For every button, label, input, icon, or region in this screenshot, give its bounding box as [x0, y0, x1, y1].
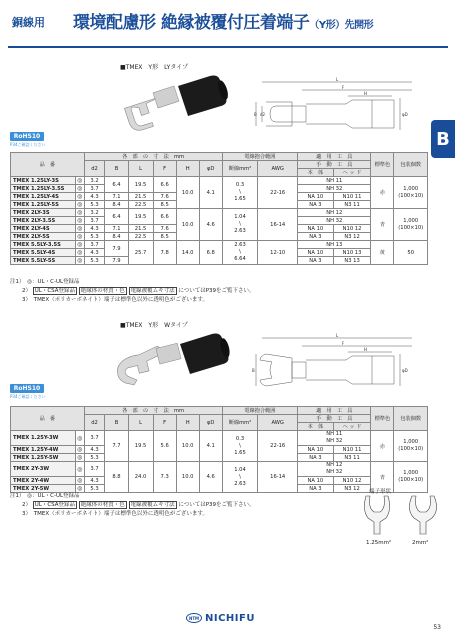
cell-b: 8.4 — [105, 201, 128, 209]
cell-f: 6.6 — [153, 177, 176, 193]
cell-area — [222, 462, 258, 493]
cell-tool: NH 32 — [298, 185, 371, 193]
cell-awg: 16-14 — [258, 209, 298, 241]
note-2 — [10, 501, 255, 510]
cell-tool — [298, 431, 371, 446]
cell-d2: 3.2 — [84, 209, 105, 217]
th-b: B — [105, 161, 128, 177]
cell-color: 赤 — [371, 177, 394, 209]
cell-tool: NH 13 — [298, 241, 371, 249]
cell-h: 10.0 — [176, 177, 199, 209]
logo-badge: NTM — [186, 613, 202, 623]
note-2-text: についてはP39をご覧下さい。 — [178, 288, 255, 294]
area-min: 0.3 — [235, 435, 245, 442]
th-pack: 包装個数 — [394, 153, 428, 177]
rohs-note-1[interactable]: P34ご確認ください — [10, 142, 46, 147]
ul-mark: ◎ — [77, 233, 83, 240]
note-1: 注1） ◎：UL・C-UL登録品 — [10, 279, 80, 285]
tool-b: NH 32 — [326, 469, 343, 475]
area-max: 1.65 — [234, 449, 246, 456]
cell-l: 21.5 — [128, 225, 153, 233]
part-number: TMEX 2LY-3S — [11, 209, 76, 217]
th-part: 品 番 — [11, 153, 85, 177]
th-area: 断線mm² — [222, 415, 258, 431]
cell-tool-head: N3 13 — [333, 257, 371, 265]
table-row — [11, 462, 428, 477]
th-phid: φD — [199, 415, 222, 431]
cell-h: 14.0 — [176, 241, 199, 265]
cell-f: 5.6 — [153, 431, 176, 462]
ul-mark: ◎ — [77, 193, 83, 200]
rohs-badge-2: RoHS10 — [10, 384, 44, 393]
cell-tool-body: NA 3 — [298, 257, 334, 265]
area-sep: \ — [239, 249, 241, 255]
area-sep: \ — [239, 221, 241, 227]
header-rule — [8, 46, 448, 48]
section-tab[interactable]: B — [431, 120, 455, 158]
cell-d2: 3.2 — [84, 177, 105, 185]
part-number: TMEX 1.25LY-4S — [11, 193, 76, 201]
cell-awg: 22-16 — [258, 177, 298, 209]
cell-d2: 4.3 — [84, 446, 105, 454]
area-min: 1.04 — [234, 466, 246, 473]
cell-l: 19.5 — [128, 209, 153, 225]
ul-mark: ◎ — [77, 446, 83, 453]
th-tool-body: 本 体 — [298, 423, 334, 431]
th-tool-manual: 手 動 工 具 — [298, 161, 371, 169]
spec-table-ly — [10, 152, 428, 265]
cell-tool-head: N3 11 — [333, 201, 371, 209]
cell-f: 7.6 — [153, 193, 176, 201]
th-tool: 適 用 工 具 — [298, 407, 371, 415]
note-3: 3） TMEX（ポリカーボネイト）端子は標準色以外に透明色がございます。 — [22, 297, 208, 303]
area-sep: \ — [239, 473, 241, 480]
cell-color: 赤 — [371, 431, 394, 462]
cell-b: 7.1 — [105, 225, 128, 233]
terminal-photo-w — [112, 326, 242, 406]
part-number: TMEX 5.5LY-3.5S — [11, 241, 76, 249]
cell-tool-body: NA 10 — [298, 225, 334, 233]
ul-mark: ◎ — [77, 217, 83, 224]
note-strip-link[interactable]: 電線被覆ムキ寸法 — [130, 502, 175, 508]
cell-l: 22.5 — [128, 233, 153, 241]
pack-detail: (100×10) — [398, 224, 424, 231]
th-tool-head: ヘ ッ ド — [333, 423, 371, 431]
cell-tool-body: NA 3 — [298, 485, 334, 493]
part-number: TMEX 2LY-4S — [11, 225, 76, 233]
cell-d2: 5.3 — [84, 233, 105, 241]
th-dims: 各 部 の 寸 法 mm — [84, 407, 222, 415]
cell-area — [222, 177, 258, 209]
svg-text:F: F — [342, 341, 345, 346]
ul-mark: ◎ — [75, 462, 84, 477]
note-2 — [10, 287, 255, 296]
cell-b: 6.4 — [105, 209, 128, 225]
th-dims: 各 部 の 寸 法 mm — [84, 153, 222, 161]
cell-f: 7.6 — [153, 225, 176, 233]
shape-label-2: 2mm² — [412, 540, 429, 546]
th-h: H — [176, 415, 199, 431]
cell-f: 7.3 — [153, 462, 176, 493]
area-max: 1.65 — [234, 196, 246, 202]
area-max: 6.64 — [234, 256, 246, 262]
part-number: TMEX 1.25LY-3.5S — [11, 185, 76, 193]
cell-f: 8.5 — [153, 233, 176, 241]
cell-tool-body: NA 10 — [298, 477, 334, 485]
th-std-color: 標準色 — [371, 407, 394, 431]
cell-f: 8.5 — [153, 201, 176, 209]
cell-area — [222, 209, 258, 241]
note-3: 3） TMEX（ポリカーボネイト）端子は標準色以外に透明色がございます。 — [22, 511, 208, 517]
svg-text:φD: φD — [402, 112, 408, 117]
part-number: TMEX 2Y-5W — [11, 485, 76, 493]
svg-text:φD: φD — [402, 368, 408, 373]
pack-detail: (100×10) — [398, 477, 424, 483]
cell-pack — [394, 177, 428, 209]
th-d2: d2 — [84, 415, 105, 431]
note-2-text: についてはP39をご覧下さい。 — [178, 502, 255, 508]
cell-d2: 5.3 — [84, 485, 105, 493]
table-row — [11, 177, 428, 185]
th-awg: AWG — [258, 161, 298, 177]
ul-mark: ◎ — [77, 249, 83, 256]
svg-text:B: B — [254, 112, 257, 117]
th-tool-head: ヘ ッ ド — [333, 169, 371, 177]
area-max: 2.63 — [234, 228, 246, 234]
cell-tool-body: NA 3 — [298, 233, 334, 241]
cell-phid: 4.6 — [199, 462, 222, 493]
svg-text:H: H — [364, 91, 368, 96]
table-row — [11, 241, 428, 249]
cell-d2: 4.3 — [84, 225, 105, 233]
th-wire: 電線抱合範囲 — [222, 407, 297, 415]
th-d2: d2 — [84, 161, 105, 177]
th-tool: 適 用 工 具 — [298, 153, 371, 161]
footer-logo — [186, 611, 270, 625]
cell-b: 7.9 — [105, 257, 128, 265]
note-2-index: 2） — [22, 502, 31, 508]
svg-text:H: H — [364, 347, 368, 352]
cell-color: 黄 — [371, 241, 394, 265]
ul-mark: ◎ — [77, 185, 83, 192]
tool-b: NH 32 — [326, 438, 343, 444]
part-number: TMEX 1.25Y-4W — [11, 446, 76, 454]
part-number: TMEX 1.25Y-3W — [11, 431, 76, 446]
cell-tool: NH 11 — [298, 177, 371, 185]
cell-d2: 4.3 — [84, 249, 105, 257]
pack-qty: 1,000 — [403, 439, 419, 445]
cell-l: 21.5 — [128, 193, 153, 201]
part-number: TMEX 2Y-4W — [11, 477, 76, 485]
page-header — [0, 0, 455, 52]
page-title — [73, 8, 373, 33]
cell-tool-head: N3 12 — [333, 485, 371, 493]
th-l: L — [128, 161, 153, 177]
figure1-label: ■TMEX Y形 LYタイプ — [120, 64, 188, 71]
ul-mark: ◎ — [77, 225, 83, 232]
note-material-link[interactable]: 絶縁体の材質・色 — [80, 288, 125, 294]
part-number: TMEX 1.25LY-3S — [11, 177, 76, 185]
cell-b: 8.4 — [105, 233, 128, 241]
title-suffix: （Y形）先開形 — [309, 20, 374, 31]
cell-phid: 4.1 — [199, 431, 222, 462]
cell-l: 19.5 — [128, 177, 153, 193]
note-strip-link[interactable]: 電線被覆ムキ寸法 — [130, 288, 175, 294]
cell-b: 7.1 — [105, 193, 128, 201]
cell-tool-head: N3 11 — [333, 454, 371, 462]
svg-text:F: F — [342, 85, 345, 90]
cell-b: 7.7 — [105, 431, 128, 462]
notes-block-2 — [10, 492, 255, 519]
cell-d2: 5.3 — [84, 454, 105, 462]
dimension-drawing-ly — [252, 76, 418, 156]
cell-tool-head: N10 11 — [333, 193, 371, 201]
cell-tool — [298, 462, 371, 477]
cell-area — [222, 241, 258, 265]
cell-h: 10.0 — [176, 209, 199, 241]
cell-pack — [394, 462, 428, 493]
ul-mark: ◎ — [77, 485, 83, 492]
cell-d2: 5.3 — [84, 257, 105, 265]
cell-phid: 4.6 — [199, 209, 222, 241]
part-number: TMEX 1.25Y-5W — [11, 454, 76, 462]
part-number: TMEX 2LY-3.5S — [11, 217, 76, 225]
cell-tool-body: NA 3 — [298, 201, 334, 209]
cell-tool: NH 32 — [298, 217, 371, 225]
area-min: 1.04 — [234, 214, 246, 220]
cell-area — [222, 431, 258, 462]
th-phid: φD — [199, 161, 222, 177]
cell-pack: 50 — [394, 241, 428, 265]
category-label: 銅線用 — [12, 16, 45, 29]
pack-qty: 1,000 — [403, 470, 419, 476]
cell-b: 7.9 — [105, 241, 128, 257]
cell-awg: 16-14 — [258, 462, 298, 493]
pack-qty: 1,000 — [403, 185, 419, 192]
pack-detail: (100×10) — [398, 446, 424, 452]
part-number: TMEX 2LY-5S — [11, 233, 76, 241]
table-row — [11, 209, 428, 217]
cell-phid: 6.8 — [199, 241, 222, 265]
area-max: 2.63 — [234, 480, 246, 487]
note-1: 注1） ◎：UL・C-UL登録品 — [10, 493, 80, 499]
th-b: B — [105, 415, 128, 431]
svg-text:L: L — [336, 333, 339, 338]
cell-awg: 12-10 — [258, 241, 298, 265]
page-number: 53 — [433, 624, 441, 631]
table-row — [11, 431, 428, 446]
terminal-shape-title: 端子形状 — [369, 489, 392, 495]
spec-table-w — [10, 406, 428, 493]
ul-mark: ◎ — [77, 477, 83, 484]
tool-a: NH 12 — [326, 462, 343, 468]
th-f: F — [153, 161, 176, 177]
cell-d2: 4.3 — [84, 193, 105, 201]
cell-pack — [394, 431, 428, 462]
th-area: 断線mm² — [222, 161, 258, 177]
svg-text:B: B — [252, 368, 255, 373]
cell-phid: 4.1 — [199, 177, 222, 209]
cell-tool-head: N3 12 — [333, 233, 371, 241]
cell-d2: 3.7 — [84, 185, 105, 193]
th-wire: 電線抱合範囲 — [222, 153, 297, 161]
cell-d2: 4.3 — [84, 477, 105, 485]
pack-detail: (100×10) — [398, 192, 424, 199]
cell-tool-head: N10 12 — [333, 477, 371, 485]
part-number: TMEX 1.25LY-5S — [11, 201, 76, 209]
cell-d2: 3.7 — [84, 431, 105, 446]
cell-l: 24.0 — [128, 462, 153, 493]
cell-l: 25.7 — [128, 241, 153, 265]
terminal-photo-ly — [118, 68, 238, 148]
note-material-link[interactable]: 絶縁体の材質・色 — [80, 502, 125, 508]
th-h: H — [176, 161, 199, 177]
ul-mark: ◎ — [75, 431, 84, 446]
pack-qty: 1,000 — [403, 217, 419, 224]
cell-color: 青 — [371, 209, 394, 241]
th-tool-body: 本 体 — [298, 169, 334, 177]
ul-mark: ◎ — [77, 201, 83, 208]
th-tool-manual: 手 動 工 具 — [298, 415, 371, 423]
cell-tool: NH 12 — [298, 209, 371, 217]
note-2-index: 2） — [22, 288, 31, 294]
cell-tool-body: NA 10 — [298, 249, 334, 257]
tool-a: NH 11 — [326, 431, 343, 437]
cell-b: 8.8 — [105, 462, 128, 493]
cell-pack — [394, 209, 428, 241]
part-number: TMEX 5.5LY-5S — [11, 257, 76, 265]
cell-tool-body: NA 10 — [298, 446, 334, 454]
cell-tool-body: NA 10 — [298, 193, 334, 201]
note-ul-csa-link[interactable]: UL・CSA登録品 — [34, 502, 76, 508]
svg-text:d2: d2 — [260, 112, 266, 117]
title-main: 環境配慮形 絶縁被覆付圧着端子 — [73, 13, 310, 33]
figure2-label: ■TMEX Y形 Wタイプ — [120, 322, 188, 329]
cell-d2: 3.7 — [84, 217, 105, 225]
cell-d2: 3.7 — [84, 462, 105, 477]
area-min: 0.3 — [235, 182, 245, 188]
cell-f: 7.8 — [153, 241, 176, 265]
area-sep: \ — [239, 189, 241, 195]
th-std-color: 標準色 — [371, 153, 394, 177]
cell-tool-head: N10 11 — [333, 446, 371, 454]
th-awg: AWG — [258, 415, 298, 431]
cell-f: 6.6 — [153, 209, 176, 225]
cell-h: 10.0 — [176, 431, 199, 462]
logo-text: NICHIFU — [205, 612, 255, 624]
cell-awg: 22-16 — [258, 431, 298, 462]
area-min: 2.63 — [234, 242, 246, 248]
ul-mark: ◎ — [77, 209, 83, 216]
ul-mark: ◎ — [77, 454, 83, 461]
cell-color: 青 — [371, 462, 394, 493]
rohs-note-2[interactable]: P34ご確認ください — [10, 394, 46, 399]
rohs-badge-1: RoHS10 — [10, 132, 44, 141]
th-l: L — [128, 415, 153, 431]
cell-b: 6.4 — [105, 177, 128, 193]
terminal-shape-diagram — [360, 494, 444, 538]
th-f: F — [153, 415, 176, 431]
cell-d2: 3.7 — [84, 241, 105, 249]
part-number: TMEX 2Y-3W — [11, 462, 76, 477]
cell-tool-head: N10 13 — [333, 249, 371, 257]
cell-h: 10.0 — [176, 462, 199, 493]
area-sep: \ — [239, 442, 241, 449]
cell-d2: 5.3 — [84, 201, 105, 209]
svg-text:L: L — [336, 77, 339, 82]
cell-tool-head: N10 12 — [333, 225, 371, 233]
dimension-drawing-w — [252, 332, 418, 412]
shape-label-125: 1.25mm² — [366, 540, 392, 546]
cell-tool-body: NA 3 — [298, 454, 334, 462]
ul-mark: ◎ — [77, 177, 83, 184]
ul-mark: ◎ — [77, 241, 83, 248]
cell-l: 19.5 — [128, 431, 153, 462]
note-ul-csa-link[interactable]: UL・CSA登録品 — [34, 288, 76, 294]
cell-l: 22.5 — [128, 201, 153, 209]
notes-block-1 — [10, 278, 255, 305]
th-part: 品 番 — [11, 407, 85, 431]
th-pack: 包装個数 — [394, 407, 428, 431]
ul-mark: ◎ — [77, 257, 83, 264]
part-number: TMEX 5.5LY-4S — [11, 249, 76, 257]
